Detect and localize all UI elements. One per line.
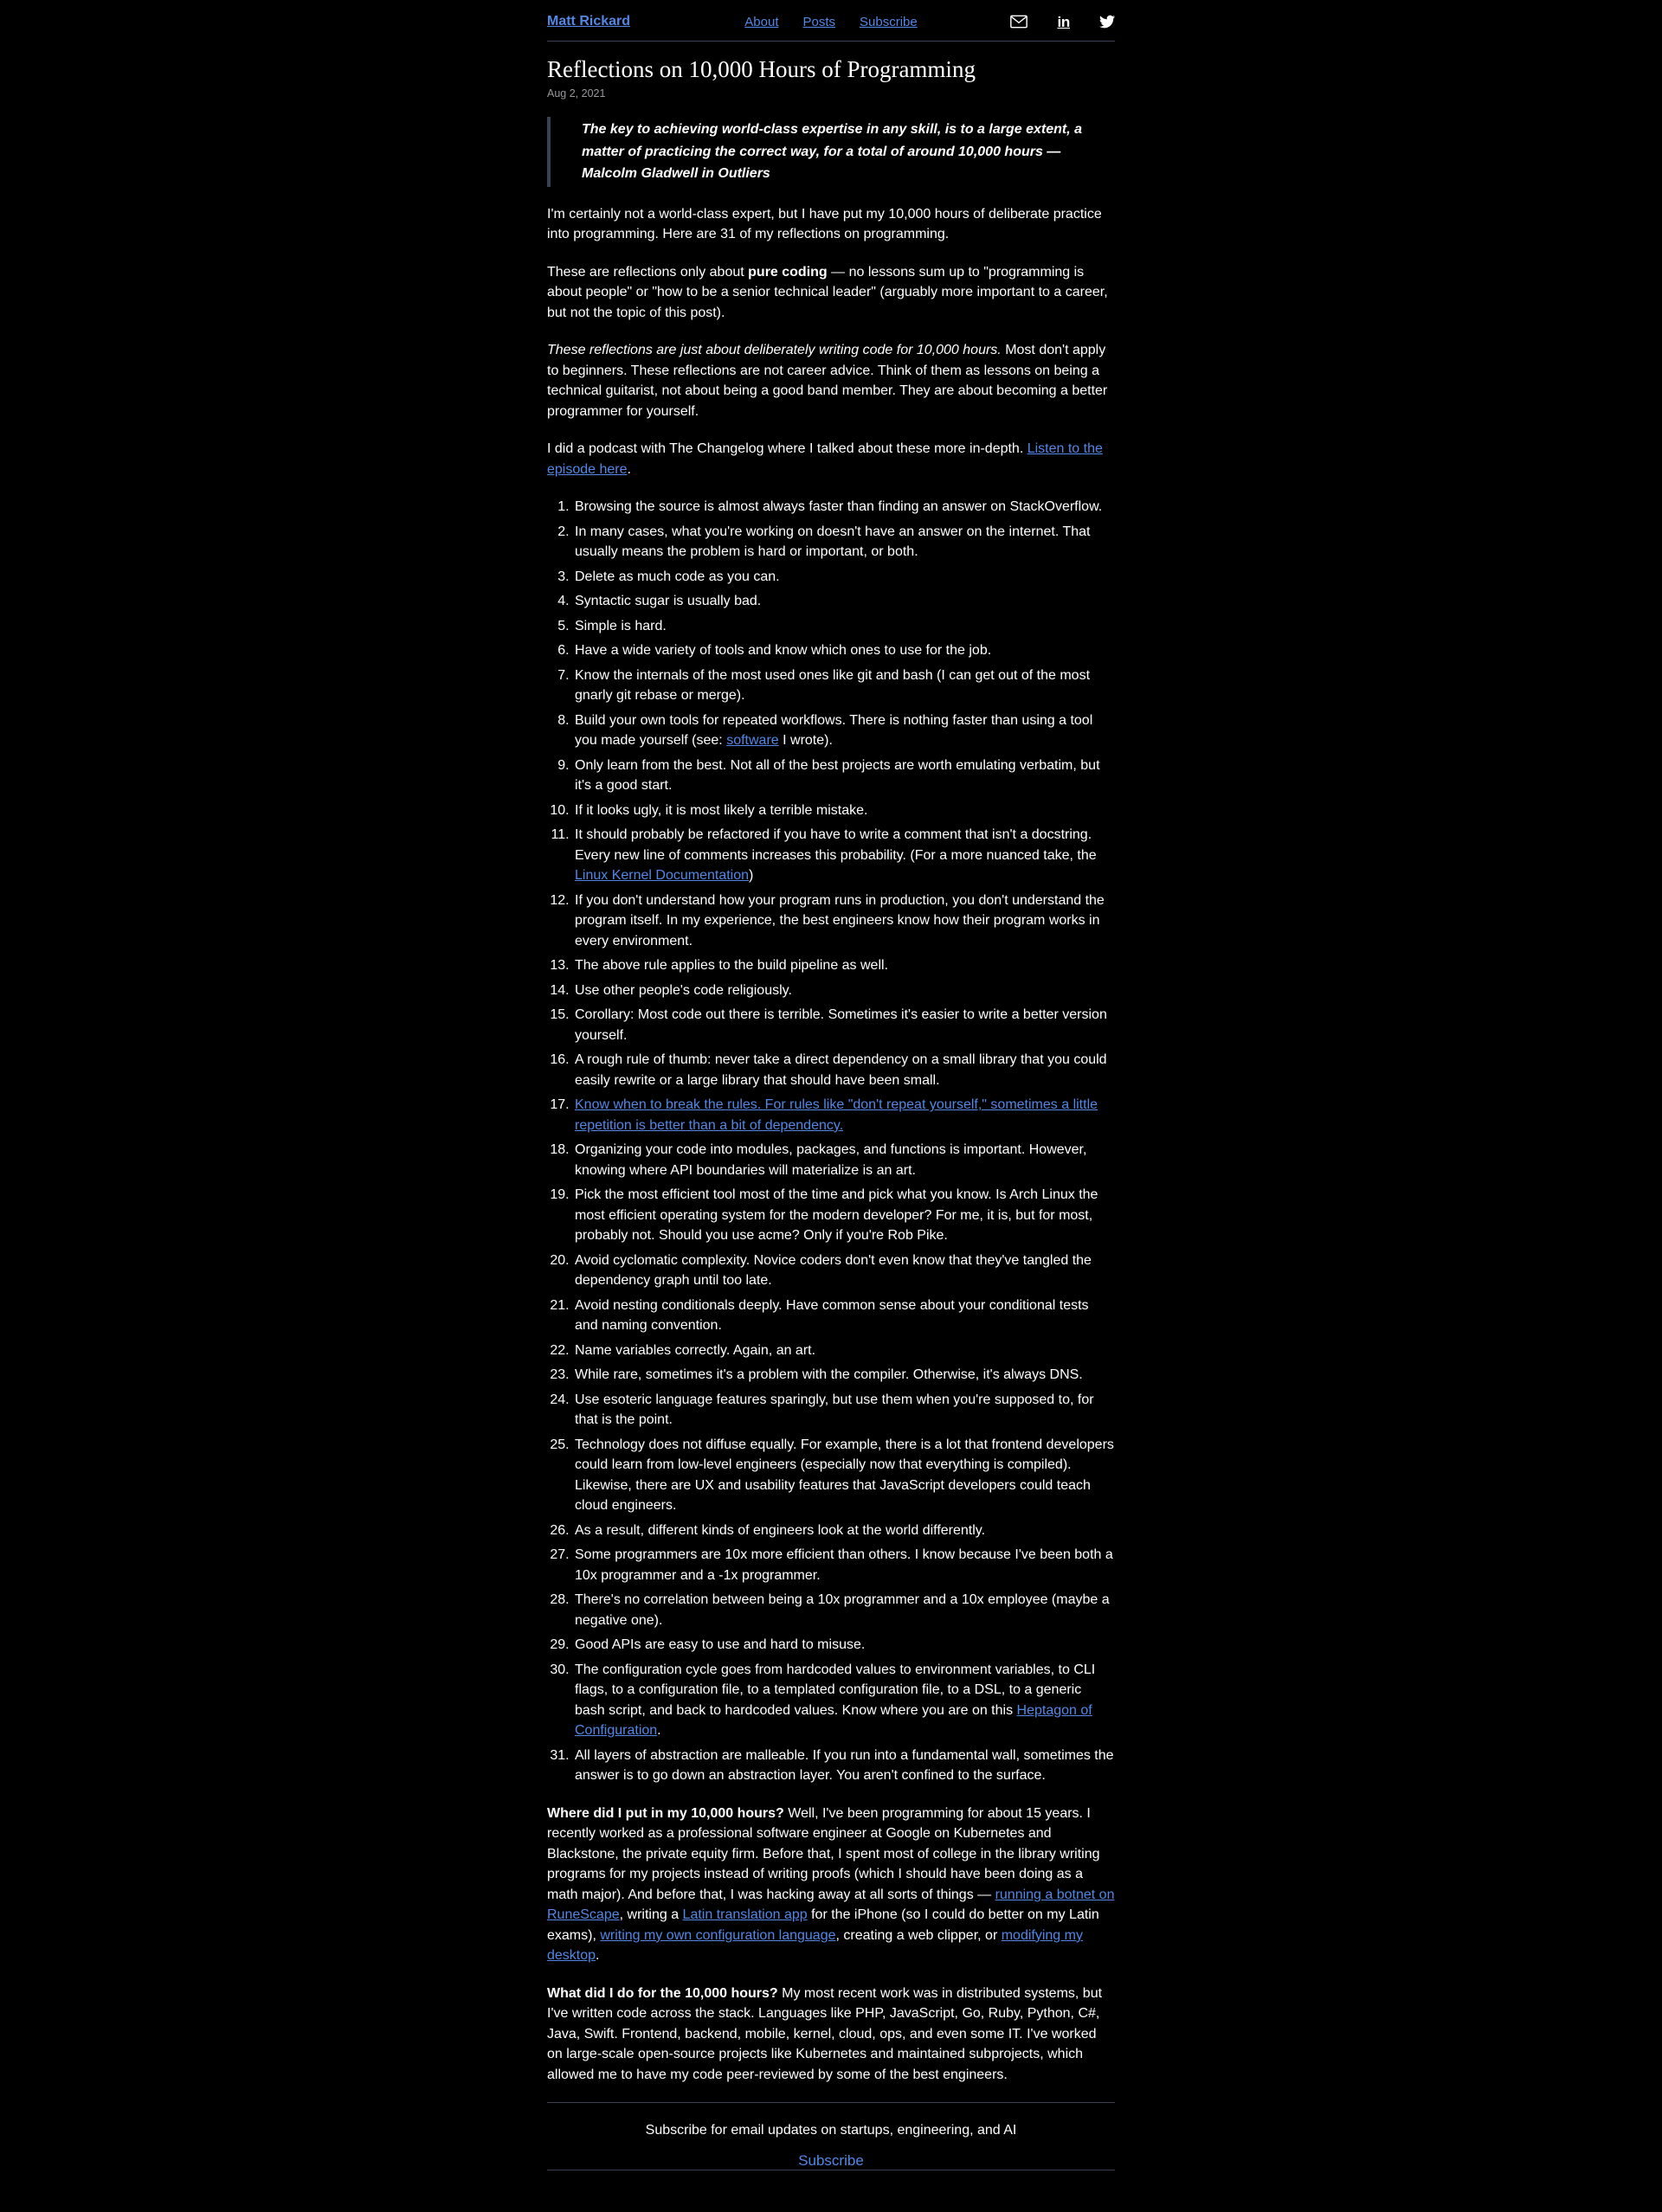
list-item: 28. There's no correlation between being a 10x programmer and a 10x employee (maybe a negative one). [573, 1590, 1115, 1630]
list-item: 12. If you don't understand how your program runs in production, you don't understand the program itself. In my experience, the best engineers know how their program works in every environment. [573, 891, 1115, 952]
list-item: 27. Some programmers are 10x more efficient than others. I know because I've been both a 10x programmer and a -1x programmer. [573, 1545, 1115, 1585]
list-item: 25. Technology does not diffuse equally. For example, there is a lot that frontend developers could learn from low-level engineers (especially now that everything is compiled). Likewise, there are UX and usability features that JavaScript developers could teach cloud engineers. [573, 1435, 1115, 1516]
twitter-icon[interactable] [1099, 14, 1115, 29]
inline-link[interactable]: writing my own configuration language [600, 1927, 836, 1943]
brand-link[interactable]: Matt Rickard [547, 14, 631, 29]
italic-text: These reflections are just about deliberately writing code for 10,000 hours. [547, 343, 1002, 358]
list-item: 14. Use other people's code religiously. [573, 981, 1115, 1001]
inline-link[interactable]: Heptagon of Configuration [575, 1702, 1092, 1739]
list-item: 20. Avoid cyclomatic complexity. Novice coders don't even know that they've tangled the dependency graph until too late. [573, 1251, 1115, 1291]
paragraph: I'm certainly not a world-class expert, but I have put my 10,000 hours of deliberate practice into programming. Here are 31 of my reflections on programming. [547, 206, 1102, 242]
list-item: 29. Good APIs are easy to use and hard to misuse. [573, 1635, 1115, 1656]
list-item: 4. Syntactic sugar is usually bad. [573, 591, 1115, 612]
header-divider [547, 41, 1115, 42]
paragraph: I did a podcast with The Changelog where I talked about these more in-depth. Listen to the episode here. [547, 441, 1103, 477]
list-item: 5. Simple is hard. [573, 616, 1115, 637]
reflections-list [547, 497, 1115, 1786]
bold-text: What did I do for the 10,000 hours? [547, 1985, 778, 2001]
list-item: 3. Delete as much code as you can. [573, 567, 1115, 588]
paragraph: Where did I put in my 10,000 hours? Well, I've been programming for about 15 years. I recently worked as a professional software engineer at Google on Kubernetes and Blackstone, the private equity firm. Before that, I spent most of college in the library writing programs for my projects instead of writing proofs (which I should have been doing as a math major). And before that, I was hacking away at all sorts of things — running a botnet on RuneScape, writing a Latin translation app for the iPhone (so I could do better on my Latin exams), writing my own configuration language, creating a web clipper, or modifying my desktop. [547, 1805, 1115, 1964]
email-icon[interactable] [1010, 15, 1027, 29]
bold-text: pure coding [748, 264, 828, 280]
inline-link[interactable]: Linux Kernel Documentation [575, 868, 750, 884]
list-item: 21. Avoid nesting conditionals deeply. Have common sense about your conditional tests and naming convention. [573, 1296, 1115, 1336]
list-item: 7. Know the internals of the most used ones like git and bash (I can get out of the most gnarly git rebase or merge). [573, 666, 1115, 706]
social-icons [1010, 14, 1115, 29]
list-item: 19. Pick the most efficient tool most of the time and pick what you know. Is Arch Linux the most efficient operating system for the modern developer? For me, it is, but for most, probably not. Should you use acme? Only if you're Rob Pike. [573, 1185, 1115, 1246]
list-item: 11. It should probably be refactored if you have to write a comment that isn't a docstring. Every new line of comments increases this probability. (For a more nuanced take, the Linux Kernel Documentation) [573, 825, 1115, 886]
nav-link-posts[interactable]: Posts [802, 14, 836, 29]
inline-link[interactable]: Listen to the episode here [547, 441, 1103, 477]
nav-link-subscribe[interactable]: Subscribe [860, 14, 918, 29]
list-item: 24. Use esoteric language features sparingly, but use them when you're supposed to, for that is the point. [573, 1390, 1115, 1431]
list-item: 22. Name variables correctly. Again, an art. [573, 1341, 1115, 1361]
list-item: 9. Only learn from the best. Not all of the best projects are worth emulating verbatim, but it's a good start. [573, 756, 1115, 796]
intro-section [547, 204, 1115, 480]
list-item: 8. Build your own tools for repeated workflows. There is nothing faster than using a tool you made yourself (see: software I wrote). [573, 711, 1115, 751]
closing-section [547, 1804, 1115, 2086]
list-item: 30. The configuration cycle goes from hardcoded values to environment variables, to CLI flags, to a configuration file, to a templated configuration file, to a DSL, to a generic bash script, and back to hardcoded values. Know where you are on this Heptagon of Configuration. [573, 1660, 1115, 1741]
nav-link-about[interactable]: About [744, 14, 779, 29]
main-nav [744, 15, 917, 29]
list-item: 23. While rare, sometimes it's a problem with the compiler. Otherwise, it's always DNS. [573, 1365, 1115, 1386]
paragraph: What did I do for the 10,000 hours? My most recent work was in distributed systems, but I've written code across the stack. Languages like PHP, JavaScript, Go, Ruby, Python, C#, Java, Swift. Frontend, backend, mobile, kernel, cloud, ops, and even some IT. I've worked on large-scale open-source projects like Kubernetes and maintained subprojects, which allowed me to have my code peer-reviewed by some of the best engineers. [547, 1985, 1103, 2082]
list-item: 18. Organizing your code into modules, packages, and functions is important. However, knowing where API boundaries will materialize is an art. [573, 1140, 1115, 1180]
page-title: Reflections on 10,000 Hours of Programming [547, 56, 976, 82]
article [547, 55, 1115, 2085]
paragraph: These are reflections only about pure coding — no lessons sum up to "programming is about people" or "how to be a senior technical leader" (arguably more important to a career, but not the topic of this post). [547, 264, 1108, 320]
paragraph: These reflections are just about deliberately writing code for 10,000 hours. Most don't apply to beginners. These reflections are not career advice. Think of them as lessons on being a technical guitarist, not about being a good band member. They are about becoming a better programmer for yourself. [547, 343, 1108, 419]
inline-link[interactable]: software [726, 733, 779, 749]
list-item [573, 1095, 1115, 1135]
inline-link[interactable]: Know when to break the rules. For rules like "don't repeat yourself," sometimes a little repetition is better than a bit of dependency. [575, 1097, 1098, 1133]
list-item: 13. The above rule applies to the build pipeline as well. [573, 955, 1115, 976]
list-item: 1. Browsing the source is almost always faster than finding an answer on StackOverflow. [573, 497, 1115, 518]
site-header [547, 0, 1115, 41]
pull-quote: The key to achieving world-class expertise in any skill, is to a large extent, a matter of practicing the correct way, for a total of around 10,000 hours — Malcolm Gladwell in Outliers [547, 117, 1115, 187]
footer-tagline: Subscribe for email updates on startups, engineering, and AI [645, 2123, 1017, 2138]
site-footer [547, 2103, 1115, 2170]
list-item: 6. Have a wide variety of tools and know which ones to use for the job. [573, 640, 1115, 661]
inline-link[interactable]: Latin translation app [682, 1907, 808, 1923]
inline-link[interactable]: modifying my desktop [547, 1927, 1083, 1964]
linkedin-icon[interactable]: in [1057, 13, 1070, 30]
list-item: 10. If it looks ugly, it is most likely a terrible mistake. [573, 801, 1115, 821]
list-item: 31. All layers of abstraction are malleable. If you run into a fundamental wall, sometimes the answer is to go down an abstraction layer. You aren't confined to the surface. [573, 1746, 1115, 1786]
list-item: 15. Corollary: Most code out there is terrible. Sometimes it's easier to write a better version yourself. [573, 1005, 1115, 1045]
list-item: 26. As a result, different kinds of engineers look at the world differently. [573, 1521, 1115, 1541]
footer-subscribe-link[interactable]: Subscribe [798, 2152, 864, 2170]
bold-text: Where did I put in my 10,000 hours? [547, 1805, 784, 1821]
list-item: 16. A rough rule of thumb: never take a direct dependency on a small library that you could easily rewrite or a large library that should have been small. [573, 1050, 1115, 1090]
list-item: 2. In many cases, what you're working on doesn't have an answer on the internet. That usually means the problem is hard or important, or both. [573, 522, 1115, 563]
post-date: Aug 2, 2021 [547, 87, 606, 100]
inline-link[interactable]: running a botnet on RuneScape [547, 1887, 1115, 1923]
